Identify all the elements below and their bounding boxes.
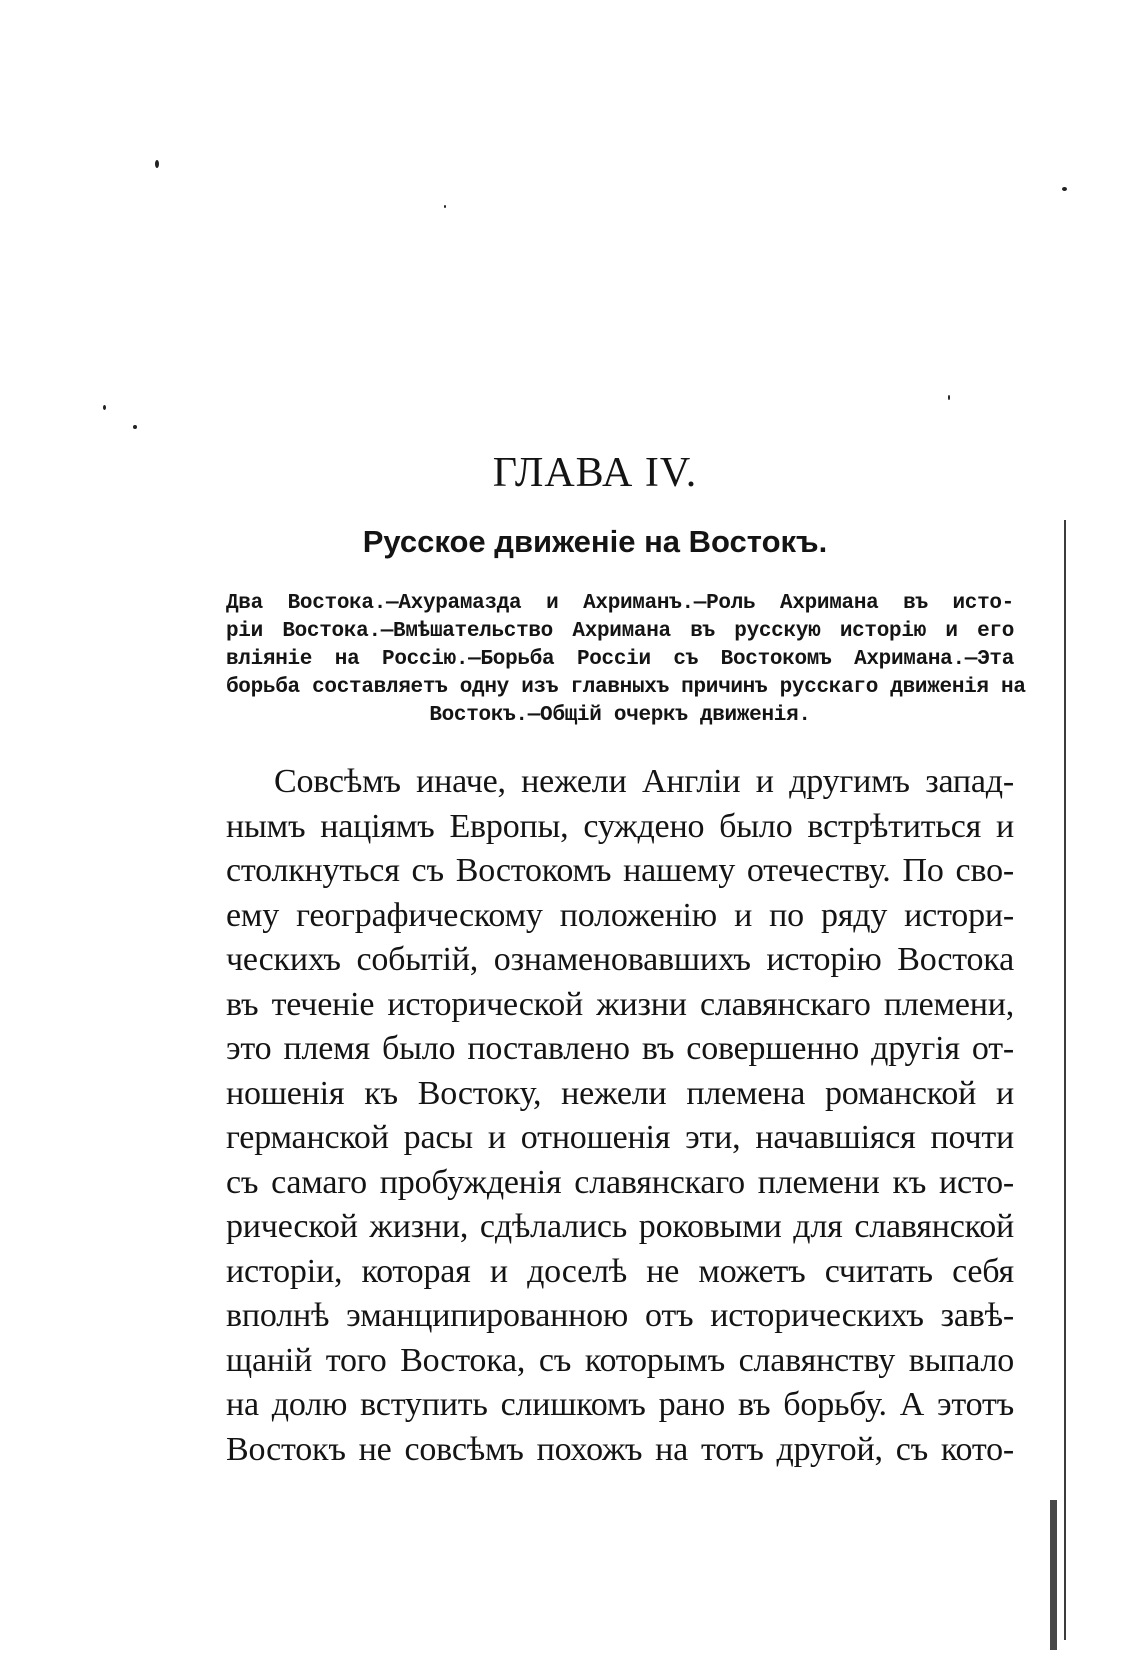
body-line: исторіи, которая и доселѣ не можетъ считать себя — [226, 1252, 1014, 1290]
body-line: съ самаго пробужденія славянскаго племени къ исто- — [226, 1163, 1014, 1201]
body-line: ему географическому положенію и по ряду истори- — [226, 896, 1014, 934]
body-line: германской расы и отношенія эти, начавшіяся почти — [226, 1119, 1014, 1156]
chapter-heading: ГЛАВА IV. — [492, 450, 698, 496]
body-line: на долю вступить слишкомъ рано въ борьбу. А этотъ — [226, 1386, 1014, 1423]
body-line: въ теченіе исторической жизни славянскаго племени, — [226, 985, 1014, 1023]
body-text — [226, 760, 1014, 1472]
chapter-summary — [226, 590, 1026, 730]
body-line: Совсѣмъ иначе, нежели Англіи и другимъ запад- — [274, 763, 1014, 800]
chapter-title: Русское движеніе на Востокъ. — [362, 524, 828, 559]
body-line: щаній того Востока, съ которымъ славянству выпало — [226, 1341, 1014, 1379]
scan-speck — [948, 395, 950, 400]
scan-speck — [155, 160, 159, 168]
body-line: нымъ націямъ Европы, суждено было встрѣтиться и — [226, 807, 1014, 845]
scan-speck — [133, 425, 137, 429]
page-edge-shadow — [1050, 1500, 1057, 1650]
summary-line: ріи Востока.—Вмѣшательство Ахримана въ русскую исторію и его — [226, 620, 1014, 643]
body-line: рической жизни, сдѣлались роковыми для славянской — [226, 1208, 1014, 1245]
body-line: это племя было поставлено въ совершенно другія от- — [226, 1030, 1014, 1067]
summary-line: вліяніе на Россію.—Борьба Россіи съ Востокомъ Ахримана.—Эта — [226, 648, 1014, 671]
summary-line: Два Востока.—Ахурамазда и Ахриманъ.—Роль Ахримана въ исто- — [226, 592, 1014, 615]
page-edge-shadow — [1064, 520, 1066, 1640]
summary-line: борьба составляетъ одну изъ главныхъ причинъ русскаго движенія на — [226, 676, 1026, 699]
body-line: вполнѣ эманципированною отъ историческихъ завѣ- — [226, 1297, 1014, 1334]
body-line: столкнуться съ Востокомъ нашему отечеству. По сво- — [226, 852, 1014, 889]
body-line: ческихъ событій, ознаменовавшихъ исторію Востока — [226, 941, 1014, 978]
scan-speck — [1062, 187, 1067, 191]
body-line: Востокъ не совсѣмъ похожъ на тотъ другой, съ кото- — [226, 1430, 1014, 1468]
scan-speck — [103, 405, 106, 410]
scan-speck — [444, 205, 446, 208]
summary-line: Востокъ.—Общій очеркъ движенія. — [429, 704, 811, 727]
body-line: ношенія къ Востоку, нежели племена романской и — [226, 1074, 1014, 1112]
